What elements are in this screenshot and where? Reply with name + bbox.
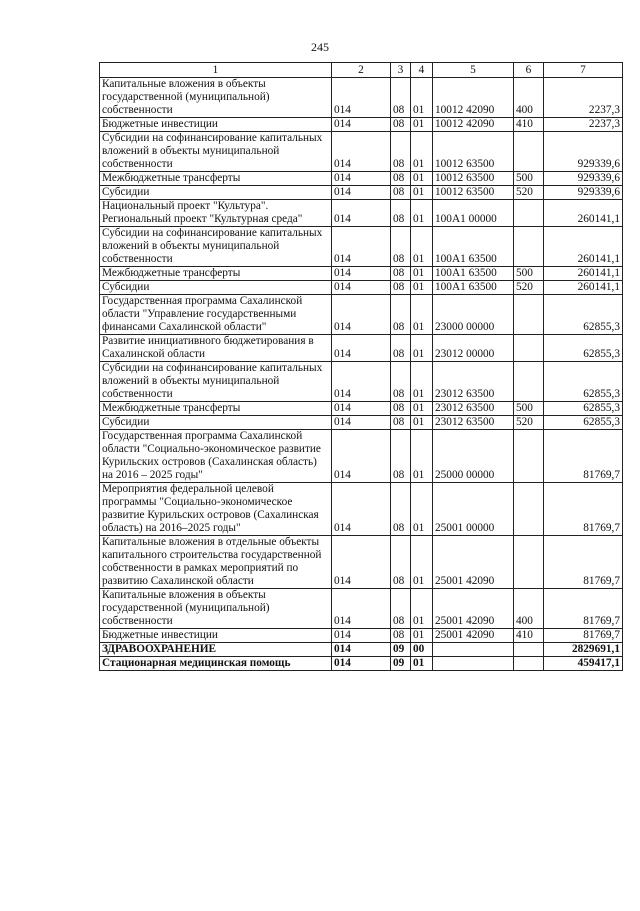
row-ministry-code-cell: 014 <box>332 629 391 643</box>
row-target-article-cell: 100А1 63500 <box>433 227 514 267</box>
header-col-3: 3 <box>391 63 411 78</box>
table-row <box>100 132 623 172</box>
row-section-cell: 08 <box>391 430 411 483</box>
row-amount-cell: 459417,1 <box>544 657 623 671</box>
row-ministry-code-cell: 014 <box>332 200 391 227</box>
row-subsection-cell: 01 <box>411 281 433 295</box>
row-target-article-cell: 100А1 63500 <box>433 281 514 295</box>
row-target-article-cell <box>433 643 514 657</box>
row-subsection-cell: 01 <box>411 416 433 430</box>
row-ministry-code-cell: 014 <box>332 335 391 362</box>
row-subsection-cell: 01 <box>411 78 433 118</box>
row-name-cell: Межбюджетные трансферты <box>100 267 332 281</box>
row-ministry-code-cell: 014 <box>332 118 391 132</box>
header-col-4: 4 <box>411 63 433 78</box>
row-subsection-cell: 01 <box>411 402 433 416</box>
row-name-cell: Развитие инициативного бюджетирования в Сахалинской области <box>100 335 332 362</box>
row-expense-type-cell <box>514 362 544 402</box>
row-section-cell: 08 <box>391 281 411 295</box>
row-amount-cell: 81769,7 <box>544 589 623 629</box>
row-subsection-cell: 01 <box>411 200 433 227</box>
row-amount-cell: 62855,3 <box>544 402 623 416</box>
row-ministry-code-cell: 014 <box>332 483 391 536</box>
row-section-cell: 08 <box>391 402 411 416</box>
row-amount-cell: 81769,7 <box>544 483 623 536</box>
row-amount-cell: 62855,3 <box>544 335 623 362</box>
row-section-cell: 08 <box>391 118 411 132</box>
row-expense-type-cell: 500 <box>514 267 544 281</box>
row-expense-type-cell: 520 <box>514 186 544 200</box>
row-amount-cell: 81769,7 <box>544 430 623 483</box>
table-row <box>100 200 623 227</box>
table-row <box>100 536 623 589</box>
row-section-cell: 08 <box>391 186 411 200</box>
row-target-article-cell: 23012 63500 <box>433 362 514 402</box>
row-name-cell: Стационарная медицинская помощь <box>100 657 332 671</box>
row-amount-cell: 2829691,1 <box>544 643 623 657</box>
row-ministry-code-cell: 014 <box>332 281 391 295</box>
row-expense-type-cell <box>514 430 544 483</box>
table-row <box>100 657 623 671</box>
table-row <box>100 295 623 335</box>
row-section-cell: 08 <box>391 536 411 589</box>
row-subsection-cell: 01 <box>411 362 433 402</box>
row-subsection-cell: 01 <box>411 227 433 267</box>
row-amount-cell: 260141,1 <box>544 267 623 281</box>
row-ministry-code-cell: 014 <box>332 172 391 186</box>
row-ministry-code-cell: 014 <box>332 589 391 629</box>
row-name-cell: Бюджетные инвестиции <box>100 629 332 643</box>
table-header-row <box>100 63 623 78</box>
row-amount-cell: 62855,3 <box>544 416 623 430</box>
row-amount-cell: 62855,3 <box>544 295 623 335</box>
row-expense-type-cell <box>514 483 544 536</box>
row-subsection-cell: 01 <box>411 430 433 483</box>
row-expense-type-cell: 520 <box>514 416 544 430</box>
header-col-7: 7 <box>544 63 623 78</box>
row-section-cell: 08 <box>391 483 411 536</box>
row-name-cell: ЗДРАВООХРАНЕНИЕ <box>100 643 332 657</box>
row-amount-cell: 929339,6 <box>544 186 623 200</box>
row-amount-cell: 2237,3 <box>544 118 623 132</box>
table-row <box>100 362 623 402</box>
row-ministry-code-cell: 014 <box>332 362 391 402</box>
row-name-cell: Субсидии на софинансирование капитальных вложений в объекты муниципальной собственности <box>100 132 332 172</box>
row-amount-cell: 81769,7 <box>544 629 623 643</box>
header-col-1: 1 <box>100 63 332 78</box>
row-expense-type-cell <box>514 132 544 172</box>
table-row <box>100 643 623 657</box>
row-target-article-cell: 25001 42090 <box>433 589 514 629</box>
table-row <box>100 430 623 483</box>
row-name-cell: Мероприятия федеральной целевой программы "Социально-экономическое развитие Курильских островов (Сахалинская область) на 2016–2025 годы" <box>100 483 332 536</box>
row-ministry-code-cell: 014 <box>332 295 391 335</box>
row-section-cell: 08 <box>391 589 411 629</box>
table-row <box>100 483 623 536</box>
row-name-cell: Субсидии на софинансирование капитальных вложений в объекты муниципальной собственности <box>100 362 332 402</box>
row-name-cell: Субсидии <box>100 281 332 295</box>
row-name-cell: Государственная программа Сахалинской области "Социально-экономическое развитие Курильских островов (Сахалинская область) на 2016 – 2025 годы" <box>100 430 332 483</box>
row-section-cell: 08 <box>391 362 411 402</box>
row-name-cell: Межбюджетные трансферты <box>100 172 332 186</box>
row-amount-cell: 2237,3 <box>544 78 623 118</box>
row-name-cell: Бюджетные инвестиции <box>100 118 332 132</box>
budget-table <box>99 62 623 671</box>
row-target-article-cell: 25001 42090 <box>433 629 514 643</box>
row-subsection-cell: 01 <box>411 186 433 200</box>
row-amount-cell: 260141,1 <box>544 227 623 267</box>
table-row <box>100 267 623 281</box>
row-expense-type-cell <box>514 657 544 671</box>
row-ministry-code-cell: 014 <box>332 416 391 430</box>
header-col-6: 6 <box>514 63 544 78</box>
row-expense-type-cell <box>514 295 544 335</box>
row-subsection-cell: 01 <box>411 267 433 281</box>
row-subsection-cell: 01 <box>411 132 433 172</box>
row-subsection-cell: 00 <box>411 643 433 657</box>
table-row <box>100 78 623 118</box>
row-name-cell: Капитальные вложения в объекты государственной (муниципальной) собственности <box>100 589 332 629</box>
row-subsection-cell: 01 <box>411 172 433 186</box>
row-expense-type-cell: 400 <box>514 589 544 629</box>
row-section-cell: 08 <box>391 267 411 281</box>
row-name-cell: Субсидии <box>100 416 332 430</box>
header-col-5: 5 <box>433 63 514 78</box>
row-expense-type-cell: 500 <box>514 402 544 416</box>
row-section-cell: 09 <box>391 643 411 657</box>
table-row <box>100 118 623 132</box>
row-expense-type-cell <box>514 643 544 657</box>
table-row <box>100 416 623 430</box>
table-row <box>100 172 623 186</box>
row-subsection-cell: 01 <box>411 483 433 536</box>
row-section-cell: 08 <box>391 132 411 172</box>
row-name-cell: Капитальные вложения в объекты государственной (муниципальной) собственности <box>100 78 332 118</box>
row-section-cell: 08 <box>391 416 411 430</box>
row-section-cell: 08 <box>391 200 411 227</box>
table-row <box>100 281 623 295</box>
table-row <box>100 335 623 362</box>
row-target-article-cell: 10012 42090 <box>433 118 514 132</box>
row-ministry-code-cell: 014 <box>332 657 391 671</box>
row-expense-type-cell: 500 <box>514 172 544 186</box>
row-ministry-code-cell: 014 <box>332 643 391 657</box>
row-name-cell: Субсидии <box>100 186 332 200</box>
row-target-article-cell: 23012 63500 <box>433 402 514 416</box>
row-expense-type-cell <box>514 200 544 227</box>
table-row <box>100 589 623 629</box>
row-target-article-cell: 10012 63500 <box>433 186 514 200</box>
row-target-article-cell: 10012 63500 <box>433 172 514 186</box>
row-ministry-code-cell: 014 <box>332 536 391 589</box>
row-expense-type-cell: 410 <box>514 629 544 643</box>
row-amount-cell: 81769,7 <box>544 536 623 589</box>
row-target-article-cell: 10012 63500 <box>433 132 514 172</box>
row-subsection-cell: 01 <box>411 335 433 362</box>
row-ministry-code-cell: 014 <box>332 186 391 200</box>
row-expense-type-cell: 400 <box>514 78 544 118</box>
row-ministry-code-cell: 014 <box>332 267 391 281</box>
row-amount-cell: 929339,6 <box>544 132 623 172</box>
row-ministry-code-cell: 014 <box>332 132 391 172</box>
row-target-article-cell: 23000 00000 <box>433 295 514 335</box>
row-section-cell: 09 <box>391 657 411 671</box>
row-name-cell: Субсидии на софинансирование капитальных вложений в объекты муниципальной собственности <box>100 227 332 267</box>
row-subsection-cell: 01 <box>411 657 433 671</box>
row-amount-cell: 62855,3 <box>544 362 623 402</box>
row-target-article-cell: 25001 00000 <box>433 483 514 536</box>
row-section-cell: 08 <box>391 629 411 643</box>
row-ministry-code-cell: 014 <box>332 227 391 267</box>
row-section-cell: 08 <box>391 172 411 186</box>
table-row <box>100 227 623 267</box>
table-row <box>100 186 623 200</box>
row-name-cell: Государственная программа Сахалинской области "Управление государственными финансами Сахалинской области" <box>100 295 332 335</box>
row-subsection-cell: 01 <box>411 536 433 589</box>
row-expense-type-cell <box>514 536 544 589</box>
row-section-cell: 08 <box>391 295 411 335</box>
row-expense-type-cell <box>514 227 544 267</box>
row-subsection-cell: 01 <box>411 295 433 335</box>
row-ministry-code-cell: 014 <box>332 430 391 483</box>
row-target-article-cell: 100А1 00000 <box>433 200 514 227</box>
row-amount-cell: 260141,1 <box>544 200 623 227</box>
row-target-article-cell: 25001 42090 <box>433 536 514 589</box>
row-expense-type-cell: 410 <box>514 118 544 132</box>
row-target-article-cell: 23012 00000 <box>433 335 514 362</box>
row-target-article-cell: 100А1 63500 <box>433 267 514 281</box>
row-amount-cell: 929339,6 <box>544 172 623 186</box>
row-target-article-cell: 10012 42090 <box>433 78 514 118</box>
row-subsection-cell: 01 <box>411 629 433 643</box>
row-target-article-cell: 23012 63500 <box>433 416 514 430</box>
row-ministry-code-cell: 014 <box>332 78 391 118</box>
row-expense-type-cell: 520 <box>514 281 544 295</box>
row-section-cell: 08 <box>391 78 411 118</box>
header-col-2: 2 <box>332 63 391 78</box>
table-row <box>100 629 623 643</box>
row-amount-cell: 260141,1 <box>544 281 623 295</box>
row-name-cell: Межбюджетные трансферты <box>100 402 332 416</box>
table-row <box>100 402 623 416</box>
page-number: 245 <box>311 40 329 54</box>
row-section-cell: 08 <box>391 335 411 362</box>
row-target-article-cell <box>433 657 514 671</box>
row-ministry-code-cell: 014 <box>332 402 391 416</box>
row-subsection-cell: 01 <box>411 118 433 132</box>
row-subsection-cell: 01 <box>411 589 433 629</box>
row-section-cell: 08 <box>391 227 411 267</box>
row-expense-type-cell <box>514 335 544 362</box>
row-target-article-cell: 25000 00000 <box>433 430 514 483</box>
row-name-cell: Капитальные вложения в отдельные объекты капитального строительства государственной собственности в рамках мероприятий по развитию Сахалинской области <box>100 536 332 589</box>
row-name-cell: Национальный проект "Культура". Региональный проект "Культурная среда" <box>100 200 332 227</box>
